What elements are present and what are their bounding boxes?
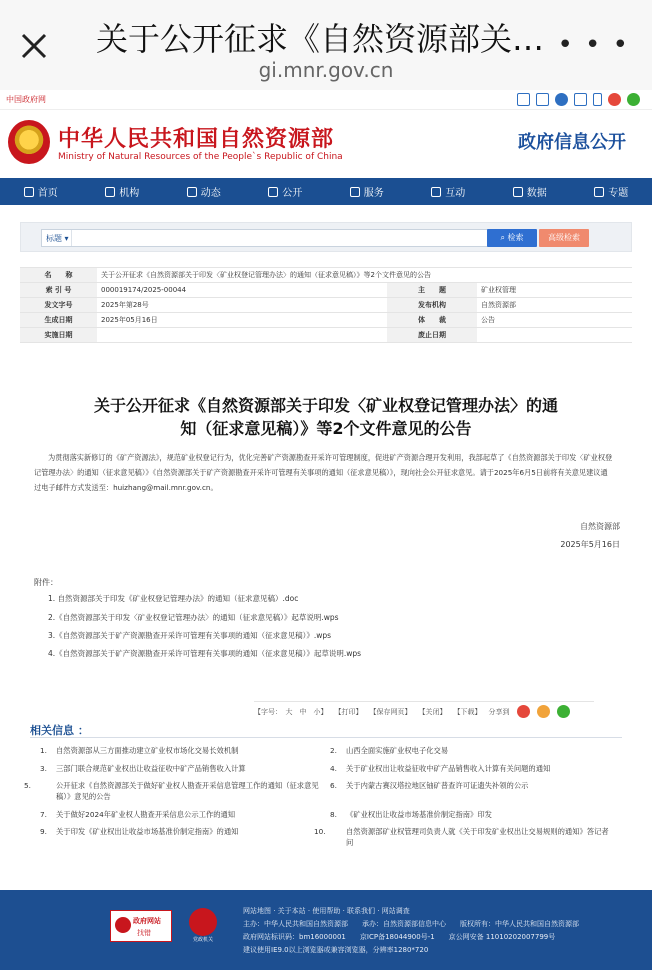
close-button[interactable]: 【关闭】 (418, 707, 447, 716)
footer-links[interactable]: 网站地图 · 关于本站 · 使用帮助 · 联系我们 · 网站调查 (243, 907, 410, 915)
chart-icon (513, 187, 523, 197)
app-icon[interactable] (574, 93, 587, 106)
chat-icon (431, 187, 441, 197)
save-page-button[interactable]: 【保存网页】 (369, 707, 412, 716)
gov-error-report-badge[interactable] (110, 910, 172, 942)
search-icon: ⌕ (500, 233, 505, 242)
nav-label: 机构 (119, 188, 140, 199)
nav-data[interactable] (489, 178, 571, 205)
search-input[interactable] (74, 231, 494, 245)
attachment-link-3[interactable]: 3.《自然资源部关于矿产资源勘查开采许可管理有关事项的通知（征求意见稿）》.wps (48, 631, 332, 640)
topic-value: 矿业权管理 (477, 283, 632, 298)
related-text: 自然资源部从三方面推动建立矿业权市场化交易长效机制 (56, 746, 239, 755)
related-number: 7. (40, 810, 47, 819)
search-field (41, 229, 501, 247)
bookmark-icon (594, 187, 604, 197)
national-emblem-icon (8, 120, 50, 164)
issuer-value: 自然资源部 (477, 298, 632, 313)
index-label: 索 引 号 (20, 283, 97, 298)
nav-open[interactable] (245, 178, 327, 205)
date-label: 生成日期 (20, 313, 97, 328)
home-icon (24, 187, 34, 197)
article-title: 关于公开征求《自然资源部关于印发〈矿业权登记管理办法〉的通知（征求意见稿）》等2个文件意见的公告 (93, 396, 558, 438)
news-icon (187, 187, 197, 197)
table-row (20, 328, 632, 343)
browser-url[interactable]: gi.mnr.gov.cn (258, 58, 394, 82)
void-date-value (477, 328, 632, 343)
nav-service[interactable] (326, 178, 408, 205)
signature: 自然资源部 (580, 522, 620, 531)
utility-bar (0, 90, 652, 110)
site-name-en: Ministry of Natural Resources of the People`s Republic of China (58, 152, 343, 162)
nav-home[interactable] (0, 178, 82, 205)
related-link[interactable] (330, 780, 620, 791)
accessibility-icon[interactable] (555, 93, 568, 106)
related-title: 相关信息 ： (30, 724, 89, 737)
attachments-label: 附件： (34, 578, 58, 587)
service-icon (350, 187, 360, 197)
table-row (20, 268, 632, 283)
impl-date-label: 实施日期 (20, 328, 97, 343)
main-nav (0, 178, 652, 205)
attachment-link-1[interactable]: 1. 自然资源部关于印发《矿业权登记管理办法》的通知（征求意见稿）.doc (48, 594, 299, 603)
related-link[interactable] (330, 809, 620, 820)
wechat-icon[interactable] (627, 93, 640, 106)
nav-label: 公开 (282, 188, 303, 199)
nav-label: 数据 (526, 188, 547, 199)
font-size-control[interactable]: 【字号： 大 中 小】 (254, 707, 328, 716)
gov-portal-link[interactable]: 中国政府网 (6, 95, 46, 104)
org-icon (105, 187, 115, 197)
nav-label: 首页 (37, 188, 58, 199)
related-link[interactable] (40, 745, 310, 756)
related-number: 1. (40, 746, 47, 755)
more-icon[interactable]: • • • (557, 30, 630, 60)
nav-label: 服务 (363, 188, 384, 199)
emblem-icon (115, 917, 131, 933)
related-number: 3. (40, 764, 47, 773)
footer-browser-note: 建议使用IE9.0以上浏览器或兼容浏览器，分辨率1280*720 (243, 946, 429, 954)
rss-icon[interactable] (536, 93, 549, 106)
nav-label: 专题 (608, 188, 629, 199)
monitor-icon (268, 187, 278, 197)
table-row (20, 283, 632, 298)
related-text: 关于印发《矿业权出让收益市场基准价制定指南》的通知 (56, 827, 239, 836)
genre-value: 公告 (477, 313, 632, 328)
issuer-label: 发布机构 (387, 298, 477, 313)
browser-bar (0, 0, 652, 90)
party-gov-icon (189, 908, 217, 936)
download-button[interactable]: 【下载】 (453, 707, 482, 716)
party-gov-badge[interactable] (188, 908, 218, 946)
table-row (20, 313, 632, 328)
topic-label: 主 题 (387, 283, 477, 298)
attachment-link-2[interactable]: 2.《自然资源部关于印发〈矿业权登记管理办法〉的通知（征求意见稿）》起草说明.wps (48, 613, 339, 622)
weibo-share-icon[interactable] (517, 705, 530, 718)
related-number: 9. (40, 827, 47, 836)
site-header (0, 110, 652, 176)
section-title[interactable]: 政府信息公开 (518, 132, 626, 153)
related-number: 2. (330, 746, 337, 755)
related-link[interactable] (40, 826, 310, 837)
related-link[interactable] (40, 763, 310, 774)
advanced-search-button[interactable]: 高级检索 (539, 229, 589, 247)
related-number: 10. (314, 827, 326, 836)
mail-icon[interactable] (517, 93, 530, 106)
nav-org[interactable] (82, 178, 164, 205)
related-number: 8. (330, 810, 337, 819)
article-body: 为贯彻落实新修订的《矿产资源法》，规范矿业权登记行为，优化完善矿产资源勘查开采许可管理制度，促进矿产资源合理开发利用，我部起草了《自然资源部关于印发〈矿业权登记管理办法〉的通知（征求意见稿）》《自然资源部关于矿产资源勘查开采许可管理有关事项的通知（征求意见稿）》，现向社会公开征求意见。请于2025年6月5日前将有关意见建议通过电子邮件方式发送至：huizhang@mail.mnr.gov.cn。 (34, 453, 613, 492)
impl-date-value (97, 328, 387, 343)
print-button[interactable]: 【打印】 (334, 707, 363, 716)
share-label: 分享到 (488, 707, 510, 716)
related-link[interactable] (24, 780, 320, 802)
name-label: 名 称 (20, 268, 97, 283)
search-scope-label: 标题 (46, 234, 62, 243)
qzone-share-icon[interactable] (537, 705, 550, 718)
related-number: 6. (330, 781, 337, 790)
related-text: 三部门联合规范矿业权出让收益征收中矿产品销售收入计算 (56, 764, 246, 773)
doc-number-value: 2025年第28号 (97, 298, 387, 313)
related-text: 关于做好2024年矿业权人勘查开采信息公示工作的通知 (56, 810, 236, 819)
search-button-label: 检索 (507, 233, 524, 242)
attachment-link-4[interactable]: 4.《自然资源部关于矿产资源勘查开采许可管理有关事项的通知（征求意见稿）》起草说明.wps (48, 649, 362, 658)
related-text: 《矿业权出让收益市场基准价制定指南》印发 (346, 810, 492, 819)
site-name-cn[interactable]: 中华人民共和国自然资源部 (58, 127, 335, 152)
footer-icp: 政府网站标识码：bm16000001 京ICP备18044900号-1 京公网安备 11010202007799号 (243, 933, 556, 941)
index-value: 000019174/2025-00044 (97, 283, 387, 298)
related-divider (30, 737, 622, 738)
article-tools (254, 701, 594, 719)
site-footer (0, 890, 652, 970)
related-link[interactable] (40, 809, 310, 820)
related-text: 公开征求《自然资源部关于做好矿业权人勘查开采信息管理工作的通知（征求意见稿）》意见的公告 (56, 781, 319, 801)
mobile-icon[interactable] (593, 93, 602, 106)
name-value: 关于公开征求《自然资源部关于印发〈矿业权登记管理办法〉的通知（征求意见稿）》等2个文件意见的公告 (97, 268, 632, 283)
void-date-label: 废止日期 (387, 328, 477, 343)
badge-title: 政府网站 (133, 917, 161, 925)
document-info-table (20, 267, 632, 343)
search-bar (20, 222, 632, 252)
related-text: 山西全面实施矿业权电子化交易 (346, 746, 449, 755)
related-link[interactable] (330, 745, 620, 756)
nav-news[interactable] (163, 178, 245, 205)
badge-subtitle: 找错 (137, 929, 151, 937)
related-number: 5. (24, 781, 31, 790)
party-gov-label: 党政机关 (192, 937, 213, 943)
weibo-icon[interactable] (608, 93, 621, 106)
doc-number-label: 发文字号 (20, 298, 97, 313)
search-button[interactable] (487, 229, 537, 247)
related-text: 关于矿业权出让收益征收中矿产品销售收入计算有关问题的通知 (346, 764, 551, 773)
nav-topics[interactable] (571, 178, 652, 205)
genre-label: 体 裁 (387, 313, 477, 328)
utility-icons (517, 93, 640, 106)
related-number: 4. (330, 764, 337, 773)
related-text: 关于内蒙古赛汉塔拉地区铀矿普查许可证遗失补领的公示 (346, 781, 529, 790)
nav-label: 互动 (445, 188, 466, 199)
related-link[interactable] (314, 826, 610, 848)
search-scope-select[interactable]: 标题 ▾ (42, 230, 72, 246)
nav-interact[interactable] (408, 178, 490, 205)
footer-host: 主办：中华人民共和国自然资源部 承办：自然资源部信息中心 版权所有：中华人民共和国自然资源部 (243, 920, 579, 928)
date-value: 2025年05月16日 (97, 313, 387, 328)
sign-date: 2025年5月16日 (560, 540, 620, 549)
browser-title: 关于公开征求《自然资源部关… (96, 20, 545, 58)
related-link[interactable] (330, 763, 620, 774)
related-text: 自然资源部矿业权管理司负责人就《关于印发矿业权出让交易规则的通知》答记者问 (346, 827, 609, 847)
nav-label: 动态 (200, 188, 221, 199)
wechat-share-icon[interactable] (557, 705, 570, 718)
table-row (20, 298, 632, 313)
